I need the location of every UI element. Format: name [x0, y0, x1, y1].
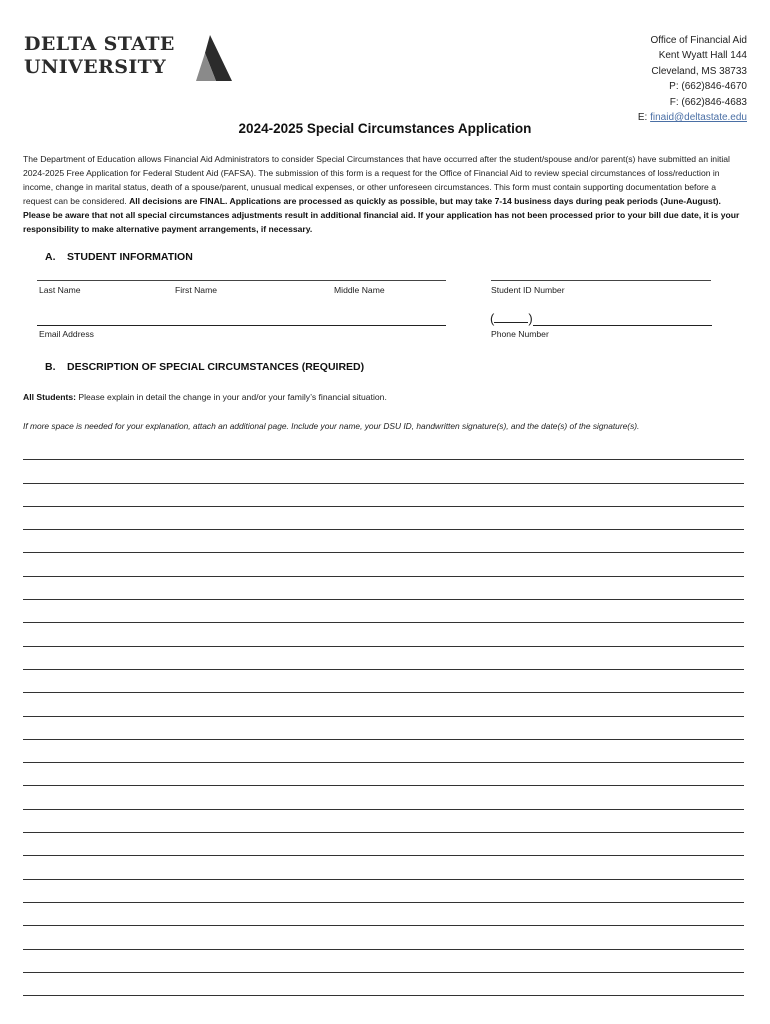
university-logo [24, 33, 234, 85]
phone-close-paren: ) [528, 311, 533, 326]
explanation-line[interactable] [23, 740, 744, 763]
office-email-prefix: E: [637, 112, 651, 124]
explanation-line[interactable] [23, 623, 744, 646]
explanation-line[interactable] [23, 460, 744, 483]
explanation-line[interactable] [23, 530, 744, 553]
delta-triangle-icon [196, 35, 232, 81]
explanation-line[interactable] [23, 484, 744, 507]
office-name: Office of Financial Aid [650, 35, 747, 46]
explanation-writing-area[interactable] [23, 437, 744, 996]
page-title: 2024-2025 Special Circumstances Application [238, 121, 532, 136]
explanation-line[interactable] [23, 553, 744, 576]
first-name-label: First Name [175, 285, 218, 295]
explanation-line[interactable] [23, 786, 744, 809]
logo-line-2: UNIVERSITY [24, 56, 167, 78]
office-building: Kent Wyatt Hall 144 [658, 50, 747, 62]
explanation-line[interactable] [23, 926, 744, 949]
explanation-line[interactable] [23, 693, 744, 716]
student-id-label: Student ID Number [491, 285, 565, 295]
section-b-title: DESCRIPTION OF SPECIAL CIRCUMSTANCES (REQUIRED) [67, 361, 365, 373]
explanation-line[interactable] [23, 763, 744, 786]
intro-bold-text: All decisions are FINAL. Applications are processed as quickly as possible, but may take 7-14 business days during peak periods (June-August). Please be aware that not all special circumstances adjustments result in additional financial aid. If your application has not been processed prior to your bill due date, it is your responsibility to make alternative payment arrangements, if necessary. [23, 196, 740, 234]
explanation-line[interactable] [23, 600, 744, 623]
office-city: Cleveland, MS 38733 [651, 65, 747, 77]
section-b-letter: B. [45, 361, 56, 373]
all-students-label: All Students: [23, 392, 76, 402]
explanation-line[interactable] [23, 856, 744, 879]
explanation-line[interactable] [23, 507, 744, 530]
intro-text: The Department of Education allows Financial Aid Administrators to consider Special Circumstances that have occurred after the student/spouse and/or parent(s) have submitted an initial 2024-2025 Free Application for Federal Student Aid (FAFSA). The submission of this form is a request for the Office of Financial Aid to review special circumstances of loss/reduction in income, change in marital status, death of a spouse/parent, unusual medical expenses, or other unforeseen circumstances. This form must contain supporting documentation before a request can be considered. [23, 154, 730, 206]
intro-paragraph [23, 152, 747, 236]
explanation-line[interactable] [23, 577, 744, 600]
name-input-line[interactable] [37, 280, 446, 281]
explanation-line[interactable] [23, 647, 744, 670]
office-phone: P: (662)846-4670 [669, 81, 747, 93]
logo-line-1: DELTA STATE [24, 33, 175, 55]
section-a-title: STUDENT INFORMATION [67, 251, 193, 263]
phone-input-line[interactable] [533, 325, 712, 326]
office-fax: F: (662)846-4683 [669, 96, 747, 108]
phone-open-paren: ( [490, 311, 495, 326]
logo-wordmark [24, 33, 196, 79]
section-a-letter: A. [45, 251, 56, 263]
all-students-text: Please explain in detail the change in your and/or your family’s financial situation. [76, 392, 387, 402]
section-b-heading [45, 361, 364, 373]
explanation-line[interactable] [23, 810, 744, 833]
last-name-label: Last Name [39, 285, 81, 295]
email-label: Email Address [39, 329, 94, 339]
student-id-input-line[interactable] [491, 280, 711, 281]
explanation-line[interactable] [23, 437, 744, 460]
explanation-line[interactable] [23, 950, 744, 973]
explanation-line[interactable] [23, 880, 744, 903]
all-students-instruction [23, 392, 387, 402]
email-input-line[interactable] [37, 325, 446, 326]
phone-label: Phone Number [491, 329, 549, 339]
middle-name-label: Middle Name [334, 285, 385, 295]
office-contact-block [638, 33, 747, 125]
explanation-line[interactable] [23, 670, 744, 693]
section-a-heading [45, 251, 193, 263]
explanation-line[interactable] [23, 903, 744, 926]
explanation-line[interactable] [23, 717, 744, 740]
phone-area-code[interactable] [490, 311, 533, 326]
extra-space-note: If more space is needed for your explanation, attach an additional page. Include your name, your DSU ID, handwritten signature(s), and the date(s) of the signature(s). [23, 421, 640, 431]
area-code-blank[interactable] [494, 311, 528, 323]
explanation-line[interactable] [23, 833, 744, 856]
office-email-link[interactable]: finaid@deltastate.edu [650, 112, 747, 124]
explanation-line[interactable] [23, 973, 744, 996]
